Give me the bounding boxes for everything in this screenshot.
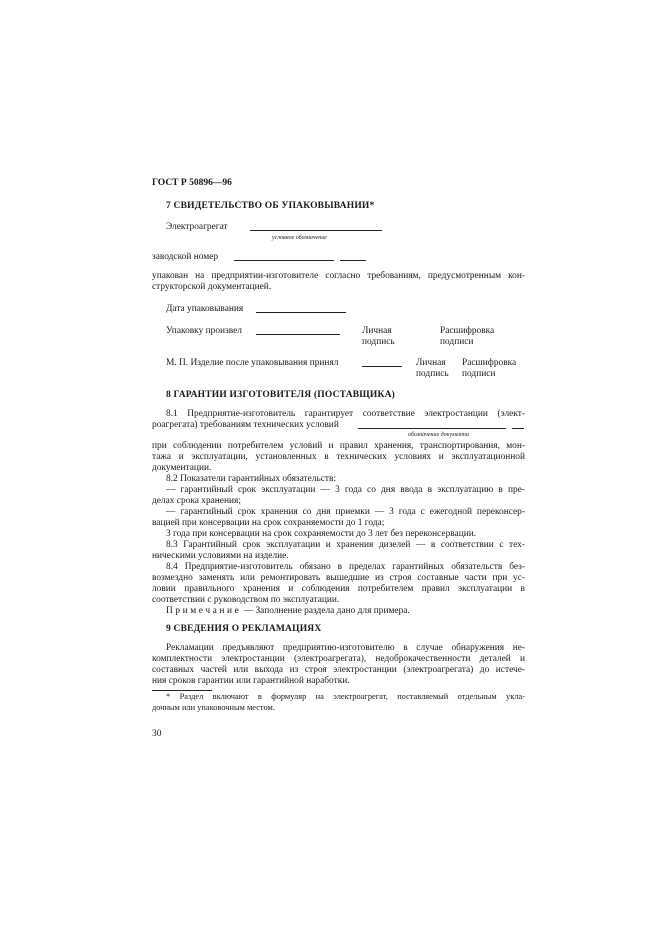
p84-line-1: 8.4 Предприятие-изготовитель обязано в пределах гарантийных обязательств без- [166,562,525,572]
serial-number-field-2 [340,260,366,261]
packed-by-field [256,334,340,335]
section-8-title: 8 ГАРАНТИИ ИЗГОТОВИТЕЛЯ (ПОСТАВЩИКА) [166,390,396,400]
section-7-paragraph-line-1: упакован на предприятии-изготовителе согласно требованиям, предусмотренным кон- [152,271,525,281]
tech-conditions-field-2 [512,428,524,429]
p82-line-4: — гарантийный срок хранения со дня приемки — 3 года с ежегодной переконсер- [166,507,525,517]
tech-conditions-field [358,428,506,429]
accepted-personal-signature-label: Личная [416,358,446,368]
signature-decoding-label: Расшифровка [440,326,495,336]
serial-number-label: заводской номер [152,252,219,262]
p81-line-5: документации. [152,463,212,473]
p84-line-2: возмездно заменять или ремонтировать вышедшие из строя составные части при ус- [152,573,525,583]
footnote-line-1: * Раздел включают в формуляр на электроагрегат, поставляемый отдельным укла- [166,692,525,701]
unit-designation-field [250,230,382,231]
s9-line-3: составных частей или выхода из строя электростанции (электроагрегата) до истече- [152,665,525,675]
p81-line-3: при соблюдении потребителем условий и правил хранения, транспортирования, мон- [152,441,525,451]
p82-line-3: делах срока хранения; [152,496,241,506]
p83-line-2: ническими условиями на изделие. [152,551,289,561]
personal-signature-label: Личная [362,326,392,336]
section-9-title: 9 СВЕДЕНИЯ О РЕКЛАМАЦИЯХ [166,624,322,634]
section-8-note [166,606,410,616]
tech-conditions-caption: обозначение документа [408,432,469,438]
unit-label: Электроагрегат [166,222,228,232]
p84-line-4: соответствии с руководством по эксплуатации. [152,595,340,605]
p82-line-5: вацией при консервации на срок сохраняемости до 1 года; [152,518,385,528]
packing-date-label: Дата упаковывания [166,304,244,314]
accepted-signature-decoding-sublabel: подписи [462,369,496,379]
accepted-by-label: М. П. Изделие после упаковывания принял [166,358,339,368]
p81-line-2: роагрегата) требованиям технических условий [152,420,339,430]
p81-line-1: 8.1 Предприятие-изготовитель гарантирует соответствие электростанции (элект- [166,409,525,419]
footnote-rule [152,690,212,691]
section-7-paragraph-line-2: структорской документацией. [152,282,272,292]
p83-line-1: 8.3 Гарантийный срок эксплуатации и хранения дизелей — в соответствии с тех- [166,540,525,550]
packed-by-label: Упаковку произвел [166,326,242,336]
accepted-by-field [362,366,402,367]
document-id: ГОСТ Р 50896—96 [152,178,232,188]
personal-signature-sublabel: подпись [362,337,395,347]
p82-line-2: — гарантийный срок эксплуатации — 3 года со дня ввода в эксплуатацию в пре- [166,485,525,495]
note-text: — Заполнение раздела дано для примера. [241,606,410,616]
p81-line-4: тажа и эксплуатации, установленных в технических условиях и эксплуатационной [152,452,525,462]
accepted-personal-signature-sublabel: подпись [416,369,449,379]
section-7-title: 7 СВИДЕТЕЛЬСТВО ОБ УПАКОВЫВАНИИ* [166,201,375,211]
accepted-signature-decoding-label: Расшифровка [462,358,517,368]
signature-decoding-sublabel: подписи [440,337,474,347]
packing-date-field [256,312,346,313]
p82-line-6: 3 года при консервации на срок сохраняемости до 3 лет без переконсервации. [166,529,477,539]
serial-number-field [234,260,334,261]
s9-line-4: ния сроков гарантии или гарантийной наработки. [152,676,350,686]
s9-line-2: комплектности электростанции (электроагрегата), недоброкачественности деталей и [152,654,525,664]
footnote-line-2: дочным или упаковочным местом. [152,703,275,712]
unit-designation-caption: условное обозначение [272,235,327,241]
note-label: Примечание [166,606,242,616]
s9-line-1: Рекламации предъявляют предприятию-изготовителю в случае обнаружения не- [166,643,525,653]
page-number: 30 [152,729,162,739]
p84-line-3: ловии правильного хранения и соблюдения потребителем правил эксплуатации в [152,584,525,594]
p82-line-1: 8.2 Показатели гарантийных обязательств: [166,474,337,484]
